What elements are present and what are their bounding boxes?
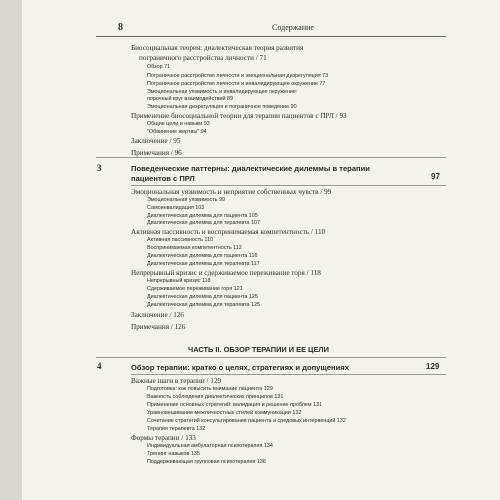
toc-item: Поддерживающая групповая психотерапия 136 (147, 459, 266, 465)
toc-item: Уравновешивание межличностных стилей коммуникации 132 (147, 410, 302, 416)
toc-item: Эмоциональная уязвимость 99 (147, 197, 226, 203)
toc-section-continued: пограничного расстройства личности / 71 (139, 54, 267, 62)
chapter-title: Обзор терапии: кратко о целях, стратегиях и допущениях (131, 363, 349, 372)
toc-item: Важность соблюдения диалектических принципов 131 (147, 394, 284, 400)
page-number: 8 (118, 22, 123, 33)
toc-item: Эмоциональная дизрегуляция и пограничное поведение 90 (147, 104, 297, 110)
toc-item: Индивидуальная амбулаторная психотерапия 134 (147, 443, 273, 449)
toc-section: Формы терапии / 133 (131, 434, 196, 442)
toc-item: Диалектическая дилемма для терапевта 117 (147, 261, 260, 267)
toc-item: Пограничное расстройство личности и эмоциональная дизрегуляция 73 (147, 73, 329, 79)
toc-item: Сдерживаемое переживание горя 121 (147, 286, 243, 292)
chapter-number: 4 (97, 361, 102, 371)
toc-notes: Примечания / 126 (131, 323, 186, 331)
toc-section: Активная пассивность и воспринимаемая компетентность / 110 (131, 228, 326, 236)
toc-item: Общие цели и навыки 93 (147, 121, 210, 127)
chapter-title-continued: пациентов с ПРЛ (131, 174, 195, 183)
toc-item: Диалектическая дилемма для пациента 125 (147, 294, 258, 300)
chapter-title: Поведенческие паттерны: диалектические дилеммы в терапии (131, 164, 370, 173)
toc-notes: Примечания / 96 (131, 149, 182, 157)
chapter-separator (96, 157, 446, 158)
toc-section: Биосоциальная теория: диалектическая теория развития (131, 44, 304, 52)
part-title: ЧАСТЬ II. ОБЗОР ТЕРАПИИ И ЕЕ ЦЕЛИ (188, 345, 329, 354)
toc-section: Важные шаги в терапии / 129 (131, 377, 222, 385)
chapter-page: 97 (431, 172, 440, 181)
chapter-page: 129 (426, 362, 440, 371)
toc-item: Терапия терапевта 132 (147, 426, 206, 432)
toc-item: Сочетание стратегий консультирования пациента и средовых интервенций 132 (147, 418, 346, 424)
toc-item: Пограничное расстройство личности и инвалидирующее окружение 77 (147, 81, 326, 87)
toc-item: Непрерывный кризис 118 (147, 278, 211, 284)
chapter-title-rule (131, 185, 446, 186)
toc-item: Тренинг навыков 135 (147, 451, 200, 457)
toc-item: Диалектическая дилемма для пациента 116 (147, 253, 258, 259)
toc-conclusion: Заключение / 95 (131, 137, 181, 145)
toc-item: порочный круг взаимодействий 89 (147, 96, 233, 102)
toc-item: Активная пассивность 110 (147, 237, 213, 243)
running-title: Содержание (272, 23, 314, 32)
toc-item: "Обвинение жертвы" 94 (147, 129, 207, 135)
toc-item: Обзор 71 (147, 64, 171, 70)
toc-item: Эмоциональная уязвимость и инвалидирующее окружение: (147, 89, 298, 95)
toc-item: Воспринимаемая компетентность 112 (147, 245, 242, 251)
chapter-number: 3 (97, 163, 102, 173)
toc-section: Применение биосоциальной теории для терапии пациентов с ПРЛ / 93 (131, 112, 347, 120)
toc-item: Диалектическая дилемма для пациента 105 (147, 213, 258, 219)
chapter-title-rule (131, 374, 446, 375)
toc-item: Самоинвалидация 103 (147, 205, 205, 211)
toc-item: Применение основных стратегий: валидация и решение проблем 131 (147, 402, 323, 408)
toc-section: Эмоциональная уязвимость и неприятие собственных чувств / 99 (131, 188, 332, 196)
toc-item: Диалектическая дилемма для терапевта 107 (147, 220, 260, 226)
toc-item: Подготовка: как повысить внимание пациента 129 (147, 386, 273, 392)
toc-section: Непрерывный кризис и сдерживаемое переживание горя / 118 (131, 269, 321, 277)
toc-item: Диалектическая дилемма для терапевта 125 (147, 302, 260, 308)
chapter-separator (96, 357, 446, 358)
toc-conclusion: Заключение / 126 (131, 311, 185, 319)
